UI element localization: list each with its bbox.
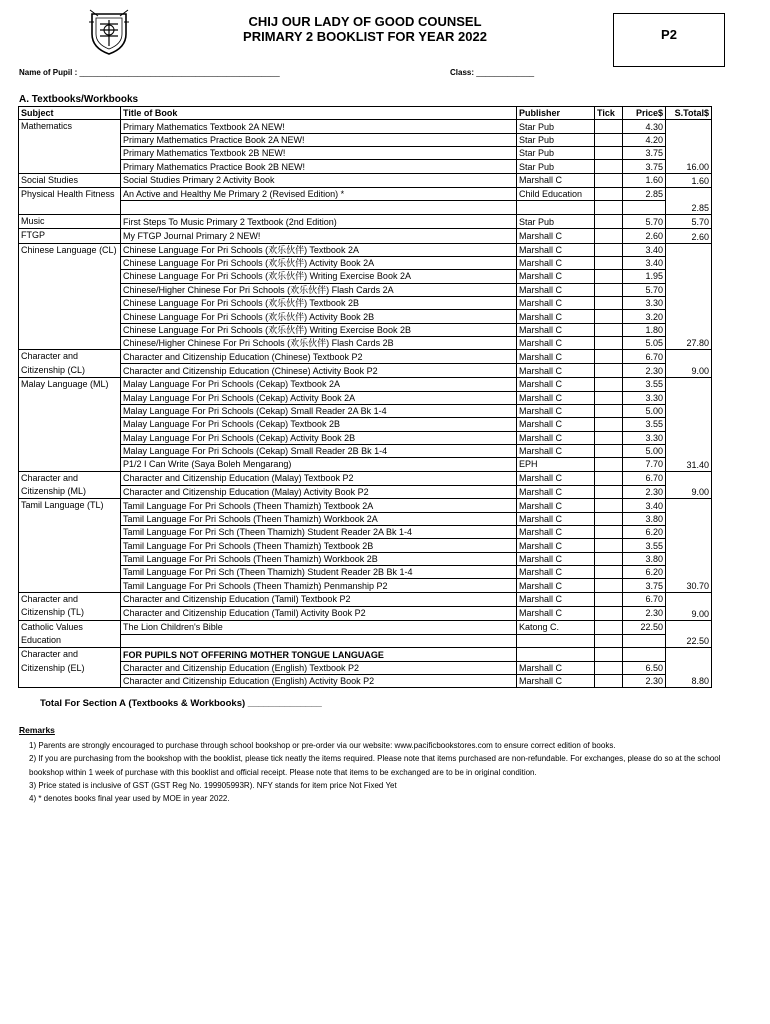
level-box [613,13,725,67]
tick-box[interactable] [595,620,623,634]
subtotal-cell: 2.85 [666,188,712,215]
tick-box[interactable] [595,471,623,485]
table-row [19,160,712,173]
publisher-cell: Star Pub [517,133,595,146]
book-title-cell: Malay Language For Pri Schools (Cekap) Textbook 2A [121,378,517,391]
tick-box[interactable] [595,592,623,606]
table-row [19,458,712,471]
book-title-cell: P1/2 I Can Write (Saya Boleh Mengarang) [121,458,517,471]
class-line: _____________ [476,68,535,77]
publisher-cell: Marshall C [517,539,595,552]
publisher-cell: Katong C. [517,620,595,634]
publisher-cell: Marshall C [517,485,595,499]
publisher-cell: EPH [517,458,595,471]
book-title-cell: Chinese Language For Pri Schools (欢乐伙伴) Textbook 2B [121,297,517,310]
price-cell: 3.40 [623,243,666,256]
price-cell [623,634,666,648]
subtotal-cell: 9.00 [666,350,712,378]
price-cell: 6.70 [623,350,666,364]
table-row [19,634,712,648]
remarks-heading: Remarks [19,725,55,735]
tick-box[interactable] [595,512,623,525]
book-title-cell: The Lion Children's Bible [121,620,517,634]
book-title-cell: Chinese Language For Pri Schools (欢乐伙伴) Activity Book 2B [121,310,517,323]
tick-box[interactable] [595,243,623,256]
tick-box[interactable] [595,634,623,648]
price-cell: 6.20 [623,526,666,539]
price-cell: 3.75 [623,579,666,592]
book-title-cell: Malay Language For Pri Schools (Cekap) Activity Book 2B [121,431,517,444]
publisher-cell: Marshall C [517,675,595,688]
tick-box[interactable] [595,566,623,579]
publisher-cell: Marshall C [517,471,595,485]
table-header-row [19,107,712,120]
tick-box[interactable] [595,188,623,201]
price-cell: 2.30 [623,364,666,378]
publisher-cell: Marshall C [517,526,595,539]
publisher-cell: Marshall C [517,256,595,269]
tick-box[interactable] [595,120,623,133]
tick-box[interactable] [595,160,623,173]
book-title-cell: First Steps To Music Primary 2 Textbook (2nd Edition) [121,214,517,228]
pupil-name-field[interactable] [19,68,280,77]
subject-cell: Character and Citizenship (TL) [19,592,121,620]
book-title-cell: Character and Citizenship Education (Tamil) Activity Book P2 [121,606,517,620]
table-row [19,485,712,499]
table-row [19,283,712,296]
price-cell: 3.40 [623,256,666,269]
publisher-cell: Marshall C [517,512,595,525]
remark-item: 3) Price stated is inclusive of GST (GST Reg No. 199905993R). NFY stands for item price Not Fixed Yet [29,780,397,790]
tick-box[interactable] [595,256,623,269]
price-cell: 2.30 [623,485,666,499]
table-row [19,431,712,444]
remarks-list [29,739,729,805]
subtotal-cell: 1.60 [666,173,712,187]
book-title-cell: Primary Mathematics Practice Book 2B NEW! [121,160,517,173]
publisher-cell: Marshall C [517,579,595,592]
subject-cell: Tamil Language (TL) [19,499,121,592]
price-cell: 4.30 [623,120,666,133]
table-row [19,337,712,350]
price-cell: 5.00 [623,444,666,457]
book-title-cell: Chinese/Higher Chinese For Pri Schools (欢乐伙伴) Flash Cards 2B [121,337,517,350]
price-cell: 6.20 [623,566,666,579]
book-title-cell: Character and Citizenship Education (Malay) Textbook P2 [121,471,517,485]
subject-cell: Catholic Values Education [19,620,121,648]
book-title-cell: Character and Citizenship Education (English) Textbook P2 [121,661,517,674]
publisher-cell [517,648,595,661]
book-title-cell: An Active and Healthy Me Primary 2 (Revised Edition) * [121,188,517,201]
tick-box[interactable] [595,485,623,499]
book-title-cell: Tamil Language For Pri Schools (Theen Thamizh) Textbook 2A [121,499,517,512]
price-cell: 6.50 [623,661,666,674]
publisher-cell: Marshall C [517,606,595,620]
tick-box[interactable] [595,418,623,431]
table-row [19,391,712,404]
publisher-cell: Star Pub [517,214,595,228]
price-cell: 5.70 [623,214,666,228]
book-title-cell: Primary Mathematics Practice Book 2A NEW! [121,133,517,146]
subtotal-cell: 9.00 [666,471,712,499]
table-row [19,378,712,391]
tick-box[interactable] [595,201,623,214]
book-title-cell: Malay Language For Pri Schools (Cekap) Textbook 2B [121,418,517,431]
price-cell: 7.70 [623,458,666,471]
publisher-cell: Marshall C [517,270,595,283]
publisher-cell: Marshall C [517,418,595,431]
tick-box[interactable] [595,552,623,565]
subject-cell: Character and Citizenship (ML) [19,471,121,499]
table-row [19,620,712,634]
col-subtotal: S.Total$ [666,107,712,120]
publisher-cell: Marshall C [517,592,595,606]
publisher-cell: Star Pub [517,120,595,133]
publisher-cell: Marshall C [517,350,595,364]
book-title-cell [121,634,517,648]
publisher-cell: Marshall C [517,323,595,336]
price-cell: 3.75 [623,147,666,160]
tick-box[interactable] [595,229,623,243]
price-cell: 1.60 [623,173,666,187]
publisher-cell: Marshall C [517,297,595,310]
book-title-cell: Chinese Language For Pri Schools (欢乐伙伴) Textbook 2A [121,243,517,256]
book-title-cell: Character and Citizenship Education (Chinese) Activity Book P2 [121,364,517,378]
table-row [19,592,712,606]
tick-box[interactable] [595,404,623,417]
section-a-total[interactable]: Total For Section A (Textbooks & Workbooks) ______________ [40,698,322,709]
remark-item: 2) If you are purchasing from the bookshop with the booklist, please tick neatly the items required. Please note that items purchased are non-refundable. For exchanges, please do so at the school bookshop within 1 week of purchase with this booklist and official receipt. Please note that items to be exchanged are to be in original condition. [29,754,721,777]
publisher-cell: Marshall C [517,337,595,350]
book-title-cell: Character and Citizenship Education (English) Activity Book P2 [121,675,517,688]
table-row [19,256,712,269]
book-title-cell: Social Studies Primary 2 Activity Book [121,173,517,187]
subject-cell: Physical Health Fitness [19,188,121,215]
tick-box[interactable] [595,391,623,404]
class-label: Class: [450,68,475,77]
table-row [19,579,712,592]
subtotal-cell: 27.80 [666,243,712,350]
book-title-cell: Chinese/Higher Chinese For Pri Schools (欢乐伙伴) Flash Cards 2A [121,283,517,296]
price-cell: 1.95 [623,270,666,283]
publisher-cell: Marshall C [517,229,595,243]
col-subject: Subject [19,107,121,120]
book-title-cell: Chinese Language For Pri Schools (欢乐伙伴) Writing Exercise Book 2A [121,270,517,283]
table-row [19,173,712,187]
subject-cell: FTGP [19,229,121,243]
publisher-cell: Marshall C [517,552,595,565]
price-cell [623,648,666,661]
tick-box[interactable] [595,661,623,674]
subject-cell: Music [19,214,121,228]
book-title-cell: Tamil Language For Pri Sch (Theen Thamizh) Student Reader 2B Bk 1-4 [121,566,517,579]
school-name: CHIJ OUR LADY OF GOOD COUNSEL [248,14,482,29]
table-row [19,471,712,485]
level-label: P2 [661,27,677,42]
tick-box[interactable] [595,133,623,146]
publisher-cell: Marshall C [517,404,595,417]
price-cell: 1.80 [623,323,666,336]
remark-item: 1) Parents are strongly encouraged to purchase through school bookshop or pre-order via our website: www.pacificbookstores.com to ensure correct edition of books. [29,741,616,750]
tick-box[interactable] [595,350,623,364]
price-cell: 3.55 [623,539,666,552]
price-cell: 3.55 [623,378,666,391]
publisher-cell: Marshall C [517,364,595,378]
tick-box[interactable] [595,310,623,323]
publisher-cell: Marshall C [517,661,595,674]
price-cell: 4.20 [623,133,666,146]
price-cell: 5.05 [623,337,666,350]
class-field[interactable] [450,68,534,77]
price-cell: 22.50 [623,620,666,634]
subtotal-cell: 2.60 [666,229,712,243]
table-row [19,133,712,146]
col-tick: Tick [595,107,623,120]
tick-box[interactable] [595,378,623,391]
book-title-cell: Tamil Language For Pri Sch (Theen Thamizh) Student Reader 2A Bk 1-4 [121,526,517,539]
table-row [19,566,712,579]
publisher-cell: Marshall C [517,431,595,444]
subtotal-cell: 31.40 [666,378,712,471]
publisher-cell: Marshall C [517,310,595,323]
tick-box[interactable] [595,675,623,688]
price-cell: 2.60 [623,229,666,243]
table-row [19,229,712,243]
price-cell: 5.70 [623,283,666,296]
table-row [19,270,712,283]
book-title-cell: Primary Mathematics Textbook 2B NEW! [121,147,517,160]
subtotal-cell: 9.00 [666,592,712,620]
table-row [19,214,712,228]
price-cell: 3.80 [623,512,666,525]
table-row [19,512,712,525]
booklist-table [18,106,712,688]
booklist-body [19,120,712,688]
price-cell: 3.30 [623,297,666,310]
subject-cell: Character and Citizenship (EL) [19,648,121,688]
table-row [19,120,712,133]
book-title-cell: Malay Language For Pri Schools (Cekap) Small Reader 2A Bk 1-4 [121,404,517,417]
price-cell [623,201,666,214]
tick-box[interactable] [595,431,623,444]
tick-box[interactable] [595,147,623,160]
subtotal-cell: 16.00 [666,120,712,173]
tick-box[interactable] [595,526,623,539]
publisher-cell: Marshall C [517,444,595,457]
tick-box[interactable] [595,270,623,283]
page-title [180,14,550,44]
book-title-cell: My FTGP Journal Primary 2 NEW! [121,229,517,243]
table-row [19,188,712,201]
publisher-cell: Child Education [517,188,595,201]
publisher-cell: Marshall C [517,378,595,391]
tick-box[interactable] [595,606,623,620]
table-row [19,350,712,364]
price-cell: 3.40 [623,499,666,512]
price-cell: 6.70 [623,471,666,485]
price-cell: 3.55 [623,418,666,431]
publisher-cell: Marshall C [517,243,595,256]
tick-box[interactable] [595,173,623,187]
publisher-cell: Marshall C [517,173,595,187]
book-title-cell: Chinese Language For Pri Schools (欢乐伙伴) Writing Exercise Book 2B [121,323,517,336]
publisher-cell: Star Pub [517,147,595,160]
booklist-title: PRIMARY 2 BOOKLIST FOR YEAR 2022 [243,29,487,44]
subject-cell: Chinese Language (CL) [19,243,121,350]
subtotal-cell: 30.70 [666,499,712,592]
publisher-cell: Star Pub [517,160,595,173]
tick-box[interactable] [595,499,623,512]
tick-box[interactable] [595,323,623,336]
table-row [19,418,712,431]
table-row [19,675,712,688]
price-cell: 5.00 [623,404,666,417]
subtotal-cell: 5.70 [666,214,712,228]
tick-box[interactable] [595,444,623,457]
table-row [19,606,712,620]
table-row [19,297,712,310]
book-title-cell: Tamil Language For Pri Schools (Theen Thamizh) Penmanship P2 [121,579,517,592]
book-title-cell: Primary Mathematics Textbook 2A NEW! [121,120,517,133]
publisher-cell [517,201,595,214]
subject-cell: Character and Citizenship (CL) [19,350,121,378]
price-cell: 3.75 [623,160,666,173]
publisher-cell: Marshall C [517,283,595,296]
price-cell: 3.30 [623,391,666,404]
tick-box[interactable] [595,539,623,552]
table-row [19,444,712,457]
publisher-cell: Marshall C [517,391,595,404]
book-title-cell: Tamil Language For Pri Schools (Theen Thamizh) Textbook 2B [121,539,517,552]
book-title-cell: Malay Language For Pri Schools (Cekap) Activity Book 2A [121,391,517,404]
tick-box[interactable] [595,214,623,228]
table-row [19,552,712,565]
tick-box[interactable] [595,283,623,296]
book-title-cell: Chinese Language For Pri Schools (欢乐伙伴) Activity Book 2A [121,256,517,269]
price-cell: 2.85 [623,188,666,201]
remark-item: 4) * denotes books final year used by MOE in year 2022. [29,794,230,804]
table-row [19,147,712,160]
subject-cell: Mathematics [19,120,121,173]
subtotal-cell: 8.80 [666,648,712,688]
section-a-title: A. Textbooks/Workbooks [19,94,139,105]
table-row [19,243,712,256]
book-title-cell: FOR PUPILS NOT OFFERING MOTHER TONGUE LANGUAGE [121,648,517,661]
table-row [19,404,712,417]
table-row [19,364,712,378]
subtotal-cell: 22.50 [666,620,712,648]
book-title-cell: Tamil Language For Pri Schools (Theen Thamizh) Workbook 2B [121,552,517,565]
subject-cell: Social Studies [19,173,121,187]
publisher-cell: Marshall C [517,566,595,579]
book-title-cell [121,201,517,214]
book-title-cell: Malay Language For Pri Schools (Cekap) Small Reader 2B Bk 1-4 [121,444,517,457]
col-price: Price$ [623,107,666,120]
table-row [19,526,712,539]
publisher-cell [517,634,595,648]
pupil-name-label: Name of Pupil : [19,68,78,77]
publisher-cell: Marshall C [517,499,595,512]
table-row [19,661,712,674]
subject-cell: Malay Language (ML) [19,378,121,471]
tick-box[interactable] [595,364,623,378]
tick-box[interactable] [595,648,623,661]
price-cell: 2.30 [623,606,666,620]
school-crest-logo [88,8,130,56]
col-title: Title of Book [121,107,517,120]
tick-box[interactable] [595,579,623,592]
table-row [19,499,712,512]
table-row [19,201,712,214]
price-cell: 6.70 [623,592,666,606]
col-publisher: Publisher [517,107,595,120]
tick-box[interactable] [595,297,623,310]
pupil-name-line: _____________________________________________ [79,68,280,77]
book-title-cell: Character and Citizenship Education (Malay) Activity Book P2 [121,485,517,499]
table-row [19,310,712,323]
tick-box[interactable] [595,337,623,350]
price-cell: 3.20 [623,310,666,323]
book-title-cell: Character and Citizenship Education (Tamil) Textbook P2 [121,592,517,606]
book-title-cell: Tamil Language For Pri Schools (Theen Thamizh) Workbook 2A [121,512,517,525]
tick-box[interactable] [595,458,623,471]
table-row [19,648,712,661]
book-title-cell: Character and Citizenship Education (Chinese) Textbook P2 [121,350,517,364]
table-row [19,323,712,336]
price-cell: 3.80 [623,552,666,565]
table-row [19,539,712,552]
price-cell: 2.30 [623,675,666,688]
price-cell: 3.30 [623,431,666,444]
